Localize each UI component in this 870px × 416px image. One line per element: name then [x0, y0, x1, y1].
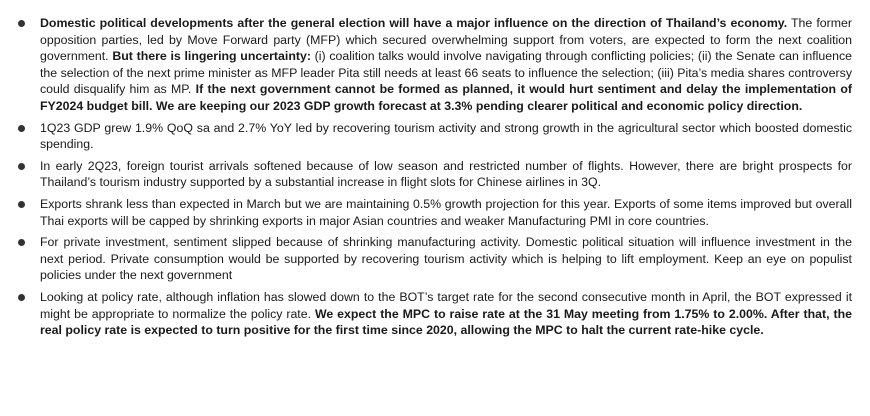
bullet-item-exports [14, 196, 852, 229]
bullet-text-segment: We expect the MPC to raise rate at the 31 May meeting from 1.75% to 2.00%. After that, the real policy rate is expected to turn positive for the first time since 2020, allowing the MPC to halt the current rate-hike cycle. [40, 306, 852, 338]
bullet-item-investment [14, 234, 852, 284]
bullet-text-segment: The former opposition parties, led by Move Forward party (MFP) which secured overwhelming support from voters, are expected to form the next coalition government. [40, 16, 852, 64]
bullet-dot-icon [18, 294, 25, 301]
bullet-item-gdp [14, 120, 852, 153]
bullet-text-segment: Domestic political developments after the general election will have a major influence on the direction of Thailand’s economy. [40, 16, 788, 30]
bullet-dot-icon [18, 239, 25, 246]
bullet-item-policy-rate [14, 289, 852, 339]
bullet-text-segment: If the next government cannot be formed as planned, it would hurt sentiment and delay the implementation of FY2024 budget bill. We are keeping our 2023 GDP growth forecast at 3.3% pending clearer political and economic policy direction. [40, 82, 852, 113]
bullet-text-segment: Looking at policy rate, although inflation has slowed down to the BOT’s target rate for the second consecutive month in April, the BOT expressed it might be appropriate to normalize the policy rate. [40, 289, 852, 321]
bullet-text-segment: (i) coalition talks would involve navigating through conflicting policies; (ii) the Senate can influence the selection of the next prime minister as MFP leader Pita still needs at least 66 seats to influence the selection; (iii) Pita’s media shares controversy could disqualify him as MP. [40, 49, 853, 97]
bullet-text-segment: In early 2Q23, foreign tourist arrivals softened because of low season and restricted number of flights. However, there are bright prospects for Thailand’s tourism industry supported by a substantial increase in flight slots for Chinese airlines in 3Q. [40, 158, 852, 190]
bullet-item-political [14, 15, 852, 115]
bullet-text-segment: But there is lingering uncertainty: [112, 49, 311, 64]
bullet-item-tourism [14, 158, 852, 191]
bullet-text-segment: Exports shrank less than expected in March but we are maintaining 0.5% growth projection for this year. Exports of some items improved but overall Thai exports will be capped by shrinking exports in major Asian countries and weaker Manufacturing PMI in core countries. [40, 196, 852, 228]
bullet-dot-icon [18, 163, 25, 170]
bullet-dot-icon [18, 20, 25, 27]
bullet-list [14, 15, 852, 339]
bullet-text-segment: 1Q23 GDP grew 1.9% QoQ sa and 2.7% YoY led by recovering tourism activity and strong growth in the agricultural sector which boosted domestic spending. [40, 120, 852, 152]
bullet-text-segment: For private investment, sentiment slipped because of shrinking manufacturing activity. Domestic political situation will influence investment in the next period. Private consumption would be supported by recovering tourism activity which is helping to lift employment. Keep an eye on populist policies under the next government [40, 235, 852, 283]
bullet-dot-icon [18, 201, 25, 208]
bullet-dot-icon [18, 125, 25, 132]
